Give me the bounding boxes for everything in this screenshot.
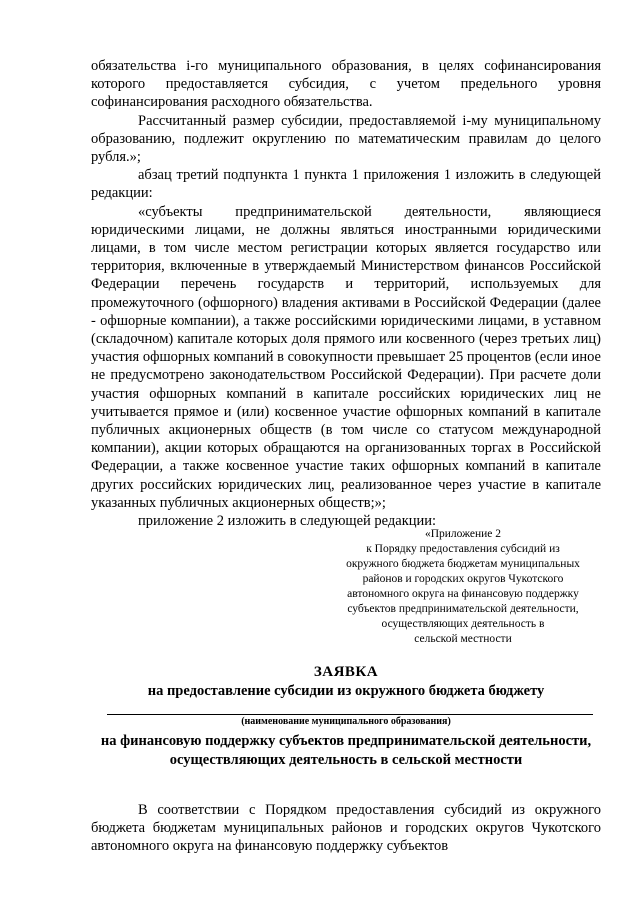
appendix-line: «Приложение 2 <box>424 528 502 540</box>
appendix-line: автономного округа на финансовую поддержку <box>347 588 579 600</box>
document-subtitle: на предоставление субсидии из окружного бюджета бюджету <box>147 683 545 699</box>
appendix-line: сельской местности <box>414 633 512 645</box>
municipality-name-caption: (наименование муниципального образования) <box>241 716 451 727</box>
paragraph-rounding-rule: Рассчитанный размер субсидии, предоставляемой i-му муниципальному образованию, подлежит округлению по математическим правилам до целого рубля.»; <box>91 112 601 166</box>
appendix-header <box>318 527 608 647</box>
closing-section <box>91 801 601 856</box>
paragraph-offshore-requirement: «субъекты предпринимательской деятельности, являющиеся юридическими лицами, не должны являться иностранными юридическими лицами, в том числе местом регистрации которых является государство или территория, включенные в утверждаемый Министерством финансов Российской Федерации перечень государств и территорий, используемых для промежуточного (офшорного) владения активами в Российской Федерации (далее - офшорные компании), а также российскими юридическими лицами, в уставном (складочном) капитале которых доля прямого или косвенного (через третьих лиц) участия офшорных компаний в совокупности превышает 25 процентов (если иное не предусмотрено законодательством Российской Федерации). При расчете доли участия офшорных компаний в капитале российских юридических лиц не учитывается прямое и (или) косвенное участие офшорных компаний в капитале публичных акционерных обществ (в том числе со статусом международной компании), акции которых обращаются на организованных торгах в Российской Федерации, а также косвенное участие таких офшорных компаний в капитале других российских юридических лиц, реализованное через участие в капитале указанных публичных акционерных обществ;»; <box>91 203 601 511</box>
appendix-line: окружного бюджета бюджетам муниципальных <box>346 558 580 570</box>
paragraph-closing: В соответствии с Порядком предоставления субсидий из окружного бюджета бюджетам муниципальных районов и городских округов Чукотского автономного округа на финансовую поддержку субъектов <box>91 802 601 855</box>
appendix-line: осуществляющих деятельность в <box>381 618 545 630</box>
appendix-line: районов и городских округов Чукотского <box>362 573 564 585</box>
paragraph-continuation: обязательства i-го муниципального образования, в целях софинансирования которого предоставляется субсидия, с учетом предельного уровня софинансирования расходного обязательства. <box>91 58 601 111</box>
paragraph-appendix-intro: приложение 2 изложить в следующей редакции: <box>138 513 437 530</box>
municipality-name-line <box>107 714 593 715</box>
appendix-line: к Порядку предоставления субсидий из <box>366 543 560 555</box>
application-purpose <box>91 732 601 770</box>
document-body <box>91 57 601 530</box>
paragraph-amendment-intro: абзац третий подпункта 1 пункта 1 приложения 1 изложить в следующей редакции: <box>91 167 601 202</box>
document-title: ЗАЯВКА <box>313 664 379 680</box>
purpose-line: осуществляющих деятельность в сельской местности <box>169 752 523 768</box>
appendix-line: субъектов предпринимательской деятельности, <box>347 603 579 615</box>
purpose-line: на финансовую поддержку субъектов предпринимательской деятельности, <box>100 733 592 749</box>
